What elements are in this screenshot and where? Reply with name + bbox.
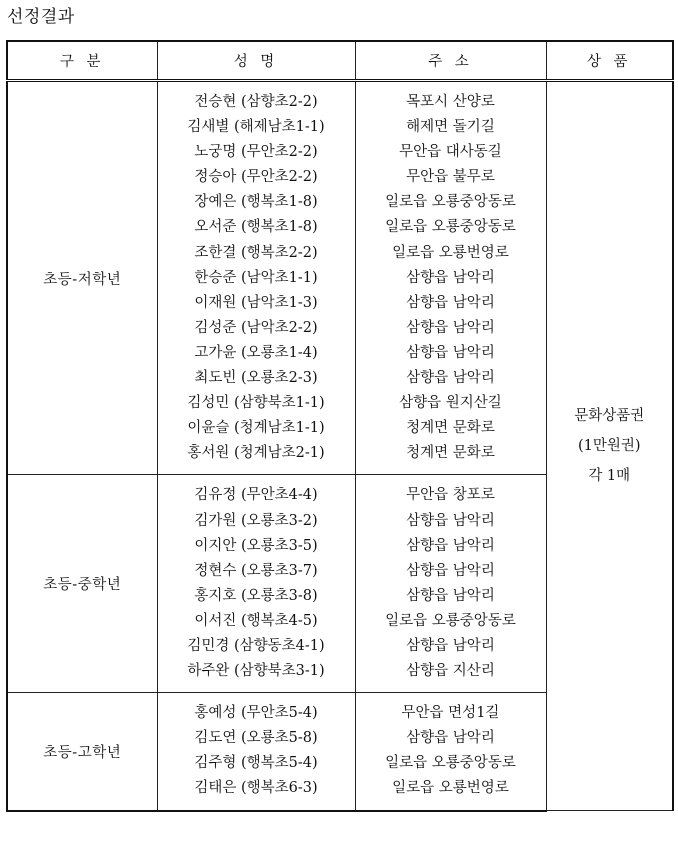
student-address: 삼향읍 남악리 [406,344,495,361]
student-address: 삼향읍 원지산길 [399,395,502,412]
student-address: 무안읍 면성1길 [401,705,500,722]
student-address: 해제면 돌기길 [406,119,495,136]
student-name: 김유정 (무안초4-4) [194,487,318,504]
student-address: 청계면 문화로 [406,445,495,462]
student-name: 정승아 (무안초2-2) [194,169,318,186]
category-cell: 초등-저학년 [7,81,157,475]
student-name: 김가원 (오룡초3-2) [194,512,318,529]
prize-text: 각 1매 [588,468,631,485]
prize-text: 문화상품권 [574,408,645,425]
names-cell [157,693,355,811]
student-address: 삼향읍 남악리 [406,637,495,654]
student-name: 하주완 (삼향북초3-1) [187,663,325,680]
student-name: 한승준 (남악초1-1) [194,269,318,286]
student-name: 고가윤 (오룡초1-4) [194,344,318,361]
student-address: 삼향읍 남악리 [406,294,495,311]
student-address: 삼향읍 남악리 [406,537,495,554]
student-address: 무안읍 대사동길 [399,144,502,161]
names-cell [157,475,355,693]
student-name: 최도빈 (오룡초2-3) [194,370,318,387]
page-title: 선정결과 [7,7,75,27]
student-name: 조한결 (행복초2-2) [194,244,318,261]
student-address: 삼향읍 남악리 [406,562,495,579]
student-name: 김주형 (행복초5-4) [194,755,318,772]
student-name: 노궁명 (무안초2-2) [194,144,318,161]
student-name: 전승현 (삼향초2-2) [194,94,318,110]
student-name: 이지안 (오룡초3-5) [194,537,318,554]
names-cell [157,81,355,475]
student-address: 일로읍 오룡중앙동로 [385,194,516,211]
group-row [7,81,673,475]
addresses-cell [355,693,546,811]
student-name: 정현수 (오룡초3-7) [194,562,318,579]
student-address: 일로읍 오룡중앙동로 [385,755,516,772]
student-address: 청계면 문화로 [406,420,495,437]
header-prize: 상 품 [546,41,673,81]
category-cell: 초등-중학년 [7,475,157,693]
student-address: 삼향읍 남악리 [406,319,495,336]
student-name: 이윤슬 (청계남초1-1) [187,420,325,437]
header-address: 주 소 [355,41,546,81]
student-name: 김성민 (삼향북초1-1) [187,395,325,412]
category-cell: 초등-고학년 [7,693,157,811]
student-name: 홍서원 (청계남초2-1) [187,445,325,462]
addresses-cell [355,81,546,475]
student-name: 김태은 (행복초6-3) [194,780,318,797]
student-name: 김성준 (남악초2-2) [194,319,318,336]
student-name: 이서진 (행복초4-5) [194,612,318,629]
student-address: 삼향읍 남악리 [406,587,495,604]
student-name: 김새별 (해제남초1-1) [187,119,325,136]
student-address: 삼향읍 남악리 [406,370,495,387]
results-table [6,40,674,812]
student-name: 김도연 (오룡초5-8) [194,730,318,747]
student-address: 삼향읍 지산리 [406,663,495,680]
student-address: 일로읍 오룡중앙동로 [385,612,516,629]
student-name: 이재원 (남악초1-3) [194,294,318,311]
student-address: 무안읍 창포로 [406,487,495,504]
prize-text: (1만원권) [577,438,641,455]
student-address: 일로읍 오룡번영로 [392,244,509,261]
student-address: 삼향읍 남악리 [406,269,495,286]
student-name: 홍예성 (무안초5-4) [194,705,318,722]
student-address: 삼향읍 남악리 [406,512,495,529]
student-name: 홍지호 (오룡초3-8) [194,587,318,604]
student-address: 삼향읍 남악리 [406,730,495,747]
header-category: 구 분 [7,41,157,81]
student-address: 일로읍 오룡중앙동로 [385,219,516,236]
addresses-cell [355,475,546,693]
student-address: 일로읍 오룡번영로 [392,780,509,797]
header-name: 성 명 [157,41,355,81]
header-row [7,41,673,81]
student-name: 김민경 (삼향동초4-1) [187,637,325,654]
student-name: 장예은 (행복초1-8) [194,194,318,211]
prize-cell [546,81,673,811]
student-name: 오서준 (행복초1-8) [194,219,318,236]
student-address: 무안읍 불무로 [406,169,495,186]
student-address: 목포시 산양로 [406,94,495,110]
